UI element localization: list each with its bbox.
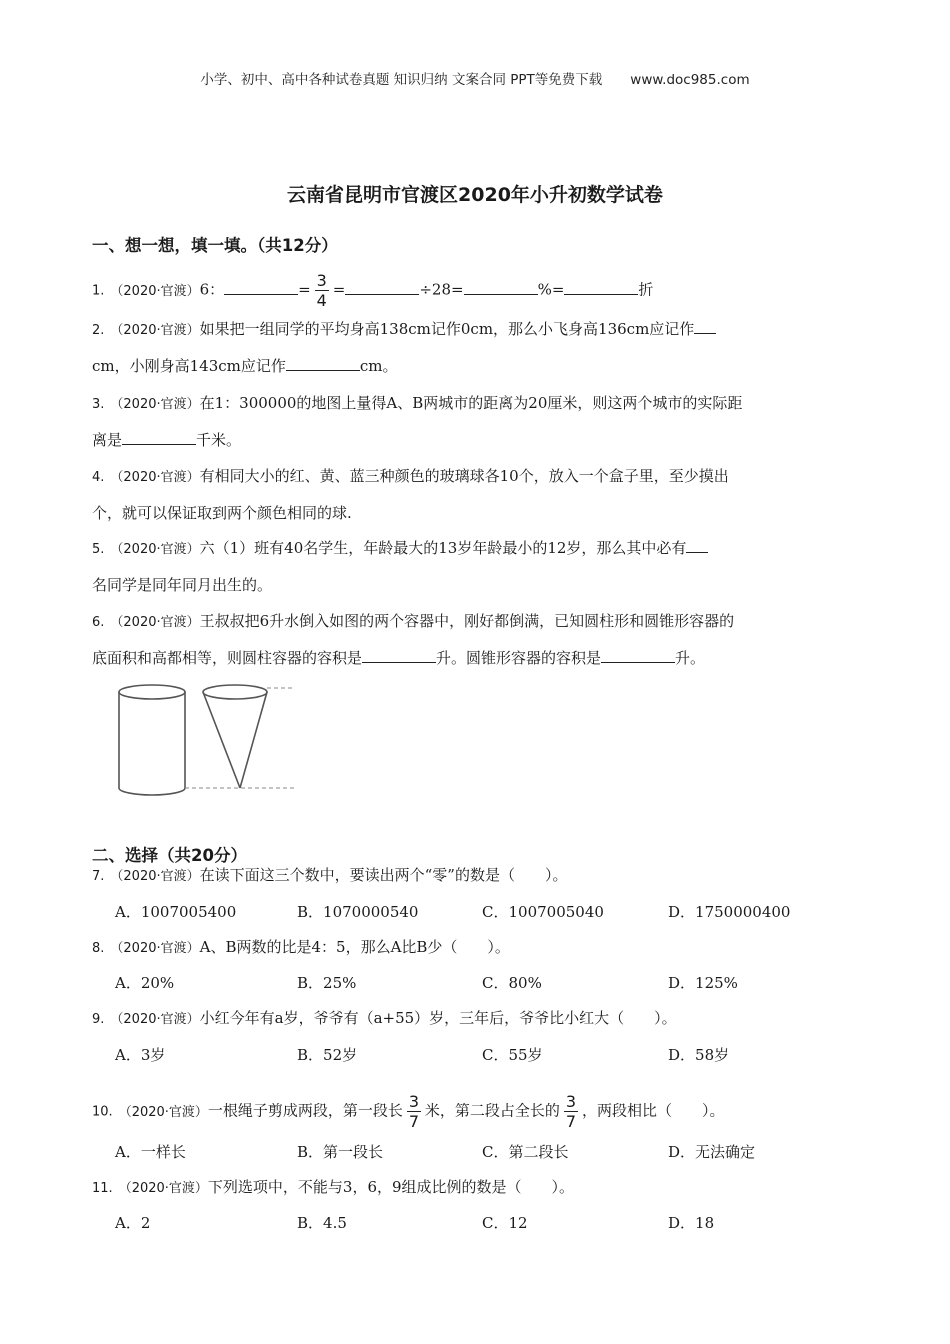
fraction-numerator: 3 [316, 271, 327, 290]
question-11 [92, 1177, 574, 1199]
cylinder-cone-figure [112, 678, 297, 800]
q6-text: 王叔叔把6升水倒入如图的两个容器中，刚好都倒满，已知圆柱形和圆锥形容器的 [199, 612, 735, 630]
q3-text: 在1：300000的地图上量得A、B两城市的距离为20厘米，则这两个城市的实际距 [199, 394, 743, 412]
question-8 [92, 937, 510, 959]
answer-blank[interactable] [601, 648, 675, 663]
answer-blank[interactable] [362, 648, 436, 663]
question-3 [92, 393, 742, 415]
option-d[interactable]: D．18 [668, 1214, 715, 1232]
q2-text-2a: cm，小刚身高143cm应记作 [92, 357, 286, 375]
height-guide-lines [185, 688, 294, 788]
question-number: 9. [92, 1012, 105, 1027]
fraction-denominator: 4 [316, 291, 327, 310]
q7-options [115, 901, 875, 921]
question-source: （2020·官渡） [110, 869, 200, 884]
question-9 [92, 1008, 677, 1030]
option-c[interactable]: C．第二段长 [482, 1143, 569, 1161]
q4-text-2: 个，就可以保证取到两个颜色相同的球. [92, 504, 352, 522]
fraction [407, 1092, 421, 1131]
q3-text-2b: 千米。 [196, 431, 242, 449]
q6-text-2b: 升。圆锥形容器的容积是 [436, 649, 602, 667]
option-b[interactable]: B．1070000540 [297, 903, 419, 921]
option-b[interactable]: B．第一段长 [297, 1143, 384, 1161]
option-b[interactable]: B．4.5 [297, 1214, 347, 1232]
q1-text-c: = [332, 280, 346, 299]
question-source: （2020·官渡） [110, 470, 200, 485]
question-number: 8. [92, 941, 105, 956]
question-7 [92, 865, 567, 887]
q1-text-e: %= [537, 280, 565, 299]
question-number: 10. [92, 1104, 113, 1120]
option-d[interactable]: D．无法确定 [668, 1143, 756, 1161]
fraction [315, 271, 329, 310]
option-d[interactable]: D．1750000400 [668, 903, 791, 921]
q10-options [115, 1141, 875, 1161]
answer-blank[interactable] [694, 319, 716, 334]
answer-blank[interactable] [464, 280, 538, 295]
question-4-cont [92, 503, 352, 523]
option-a[interactable]: A．3岁 [115, 1046, 166, 1064]
q6-text-2c: 升。 [675, 649, 706, 667]
question-source: （2020·官渡） [110, 323, 200, 338]
q2-text: 如果把一组同学的平均身高138cm记作0cm，那么小飞身高136cm应记作 [199, 320, 695, 338]
q10-text-c: ，两段相比（ ）。 [581, 1101, 725, 1120]
question-number: 6. [92, 615, 105, 630]
question-3-cont [92, 430, 241, 450]
question-5-cont [92, 575, 272, 595]
q1-text-d: ÷28= [419, 280, 464, 299]
question-4 [92, 466, 729, 488]
question-2-cont [92, 356, 398, 376]
answer-blank[interactable] [286, 356, 360, 371]
option-b[interactable]: B．25% [297, 974, 357, 992]
option-b[interactable]: B．52岁 [297, 1046, 358, 1064]
option-a[interactable]: A．一样长 [115, 1143, 186, 1161]
header-text: 小学、初中、高中各种试卷真题 知识归纳 文案合同 PPT等免费下载 [200, 72, 603, 88]
fraction-denominator: 7 [408, 1112, 420, 1131]
q5-text: 六（1）班有40名学生，年龄最大的13岁年龄最小的12岁，那么其中必有 [199, 539, 687, 557]
option-d[interactable]: D．58岁 [668, 1046, 730, 1064]
option-a[interactable]: A．1007005400 [115, 903, 237, 921]
q10-text-a: 一根绳子剪成两段，第一段长 [207, 1101, 403, 1120]
q10-text-b: 米，第二段占全长的 [424, 1101, 560, 1120]
question-number: 2. [92, 323, 105, 338]
answer-blank[interactable] [224, 280, 298, 295]
q5-text-2: 名同学是同年同月出生的。 [92, 576, 273, 594]
question-number: 11. [92, 1181, 113, 1196]
q1-text-a: 6： [199, 280, 225, 299]
question-source: （2020·官渡） [110, 1012, 200, 1027]
question-number: 7. [92, 869, 105, 884]
option-c[interactable]: C．80% [482, 974, 542, 992]
answer-blank[interactable] [686, 538, 708, 553]
question-number: 4. [92, 470, 105, 485]
q1-text-b: = [298, 280, 311, 299]
q4-text: 有相同大小的红、黄、蓝三种颜色的玻璃球各10个，放入一个盒子里，至少摸出 [199, 467, 729, 485]
header-site-link[interactable]: www.doc985.com [630, 72, 750, 88]
q3-text-2a: 离是 [92, 431, 123, 449]
question-source: （2020·官渡） [110, 941, 200, 956]
q8-text: A、B两数的比是4：5，那么A比B少（ ）。 [199, 938, 510, 956]
section-heading-choice: 二、选择（共20分） [92, 846, 247, 865]
section-heading-fill: 一、想一想，填一填。（共12分） [92, 236, 338, 255]
page-title: 云南省昆明市官渡区2020年小升初数学试卷 [287, 184, 663, 206]
question-5 [92, 538, 708, 560]
cone-shape [203, 685, 267, 788]
question-6 [92, 611, 734, 633]
option-c[interactable]: C．1007005040 [482, 903, 604, 921]
q2-text-2b: cm。 [359, 357, 398, 375]
option-d[interactable]: D．125% [668, 974, 738, 992]
q11-text: 下列选项中，不能与3，6，9组成比例的数是（ ）。 [207, 1178, 575, 1196]
q6-text-2a: 底面积和高都相等，则圆柱容器的容积是 [92, 649, 363, 667]
page-header [0, 68, 950, 88]
q1-text-f: 折 [638, 280, 654, 299]
answer-blank[interactable] [122, 430, 196, 445]
option-a[interactable]: A．20% [115, 974, 175, 992]
q8-options [115, 972, 875, 992]
question-source: （2020·官渡） [110, 542, 200, 557]
answer-blank[interactable] [345, 280, 419, 295]
option-a[interactable]: A．2 [115, 1214, 151, 1232]
fraction [564, 1092, 578, 1131]
question-source: （2020·官渡） [118, 1181, 208, 1196]
q9-options [115, 1044, 875, 1064]
cylinder-shape [119, 685, 185, 795]
question-source: （2020·官渡） [110, 283, 200, 299]
fraction-denominator: 7 [565, 1112, 577, 1131]
question-source: （2020·官渡） [118, 1104, 208, 1120]
question-number: 5. [92, 542, 105, 557]
question-10 [92, 1092, 724, 1131]
question-number: 1. [92, 283, 105, 299]
fraction-numerator: 3 [565, 1092, 577, 1111]
fraction-numerator: 3 [408, 1092, 420, 1111]
q9-text: 小红今年有a岁，爷爷有（a+55）岁，三年后，爷爷比小红大（ ）。 [199, 1009, 677, 1027]
q11-options [115, 1212, 875, 1232]
question-1 [92, 271, 653, 310]
answer-blank[interactable] [564, 280, 638, 295]
question-2 [92, 319, 716, 341]
option-c[interactable]: C．12 [482, 1214, 528, 1232]
question-6-cont [92, 648, 705, 668]
option-c[interactable]: C．55岁 [482, 1046, 543, 1064]
q7-text: 在读下面这三个数中，要读出两个“零”的数是（ ）。 [199, 866, 568, 884]
question-source: （2020·官渡） [110, 397, 200, 412]
question-number: 3. [92, 397, 105, 412]
question-source: （2020·官渡） [110, 615, 200, 630]
